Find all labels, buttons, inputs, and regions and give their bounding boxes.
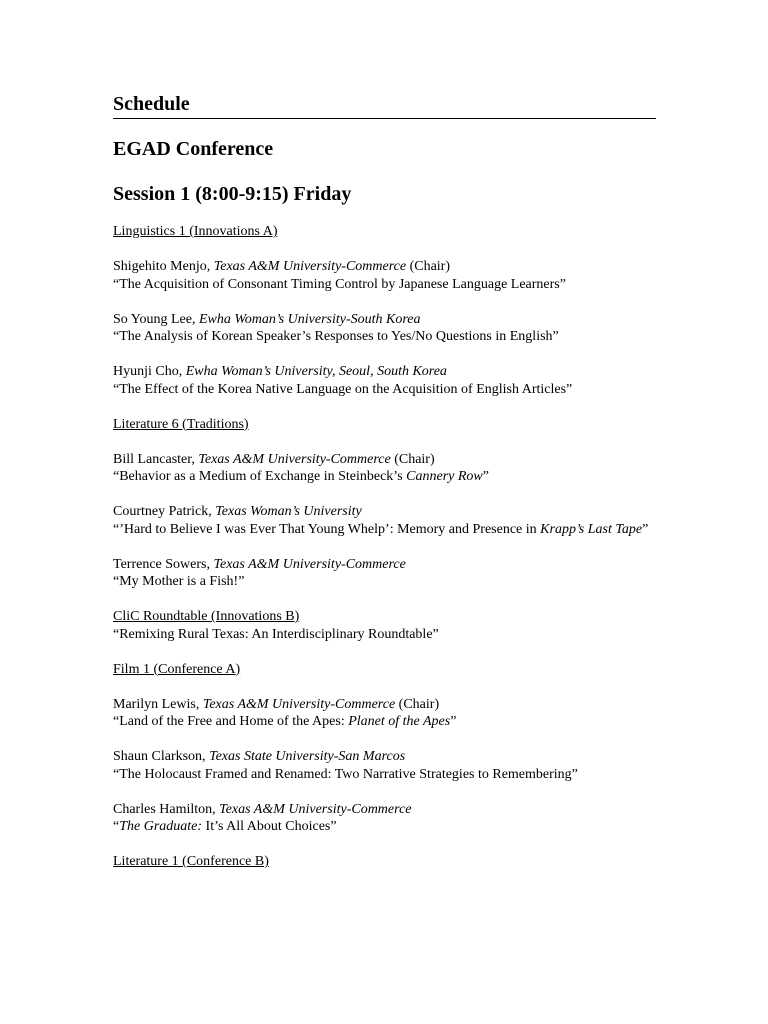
presenter-affiliation: Texas Woman’s University [215,504,362,519]
paper-title: “My Mother is a Fish!” [113,574,245,589]
presenter-line [113,311,658,329]
presenter-name: Shigehito Menjo, [113,259,214,274]
presenter-name: Charles Hamilton, [113,801,220,817]
presenter-affiliation: Texas A&M University-Commerce [198,451,391,467]
presenter-line [113,801,658,819]
presenter-name: Shaun Clarkson, [113,749,210,764]
paper-title: “The Effect of the Korea Native Language on the Acquisition of English Articles” [113,381,573,397]
group-title-literature-1: Literature 1 (Conference B) [113,854,269,869]
presenter-entry [113,801,658,836]
presenter-entry [113,451,658,486]
paper-title-italic: Planet of the Apes [348,714,451,729]
paper-title [113,713,658,731]
paper-title-text: ” [482,469,489,484]
presenter-affiliation: Ewha Woman’s University-South Korea [198,311,421,327]
group-title-literature-6: Literature 6 (Traditions) [113,416,249,432]
paper-title-text: ” [450,714,457,729]
group-title-clic-roundtable: CliC Roundtable (Innovations B) [113,609,300,624]
paper-title-italic: Cannery Row [406,469,483,484]
schedule-body [113,223,658,888]
presenter-role: (Chair) [406,259,451,274]
schedule-heading: Schedule [113,91,656,119]
presenter-entry [113,748,658,783]
paper-title [113,468,658,486]
presenter-entry [113,696,658,731]
paper-title: “The Analysis of Korean Speaker’s Responses to Yes/No Questions in English” [113,329,559,344]
paper-title-text: “ [113,819,120,834]
paper-title-italic: Krapp’s Last Tape [540,521,643,537]
presenter-affiliation: Texas A&M University-Commerce [219,801,412,817]
presenter-line [113,503,658,521]
presenter-affiliation: Ewha Woman’s University, Seoul, South Korea [185,364,447,379]
presenter-role: (Chair) [390,451,435,467]
presenter-role: (Chair) [395,696,440,712]
paper-title-text: ” [642,521,649,537]
paper-title: “The Holocaust Framed and Renamed: Two Narrative Strategies to Remembering” [113,766,578,782]
presenter-name: So Young Lee, [113,311,199,327]
presenter-entry [113,503,658,538]
group-title-linguistics-1: Linguistics 1 (Innovations A) [113,224,278,239]
presenter-affiliation: Texas State University-San Marcos [209,749,406,764]
paper-title: “Remixing Rural Texas: An Interdisciplinary Roundtable” [113,626,439,642]
presenter-line [113,258,658,276]
presenter-affiliation: Texas A&M University-Commerce [213,259,407,274]
presenter-name: Courtney Patrick, [113,504,216,519]
paper-title-text: “Land of the Free and Home of the Apes: [113,714,349,729]
presenter-name: Bill Lancaster, [113,451,199,467]
roundtable-entry [113,608,658,643]
presenter-name: Hyunji Cho, [113,364,186,379]
paper-title-text: “’Hard to Believe I was Ever That Young Whelp’: Memory and Presence in [113,521,541,537]
presenter-name: Terrence Sowers, [113,556,214,572]
presenter-entry [113,363,658,398]
presenter-affiliation: Texas A&M University-Commerce [202,696,396,712]
presenter-entry [113,311,658,346]
group-title-film-1: Film 1 (Conference A) [113,661,241,677]
presenter-entry [113,556,658,591]
presenter-entry [113,258,658,293]
conference-heading: EGAD Conference [113,138,274,160]
presenter-line [113,748,658,766]
presenter-line [113,556,658,574]
paper-title [113,521,658,539]
presenter-affiliation: Texas A&M University-Commerce [213,556,406,572]
presenter-line [113,696,658,714]
paper-title-text: It’s All About Choices” [202,819,337,834]
paper-title-italic: The Graduate: [119,819,203,834]
presenter-line [113,451,658,469]
presenter-name: Marilyn Lewis, [113,696,203,712]
session-heading: Session 1 (8:00-9:15) Friday [113,183,352,205]
presenter-line [113,363,658,381]
paper-title [113,818,658,836]
paper-title: “The Acquisition of Consonant Timing Control by Japanese Language Learners” [113,276,566,292]
paper-title-text: “Behavior as a Medium of Exchange in Steinbeck’s [113,469,407,484]
